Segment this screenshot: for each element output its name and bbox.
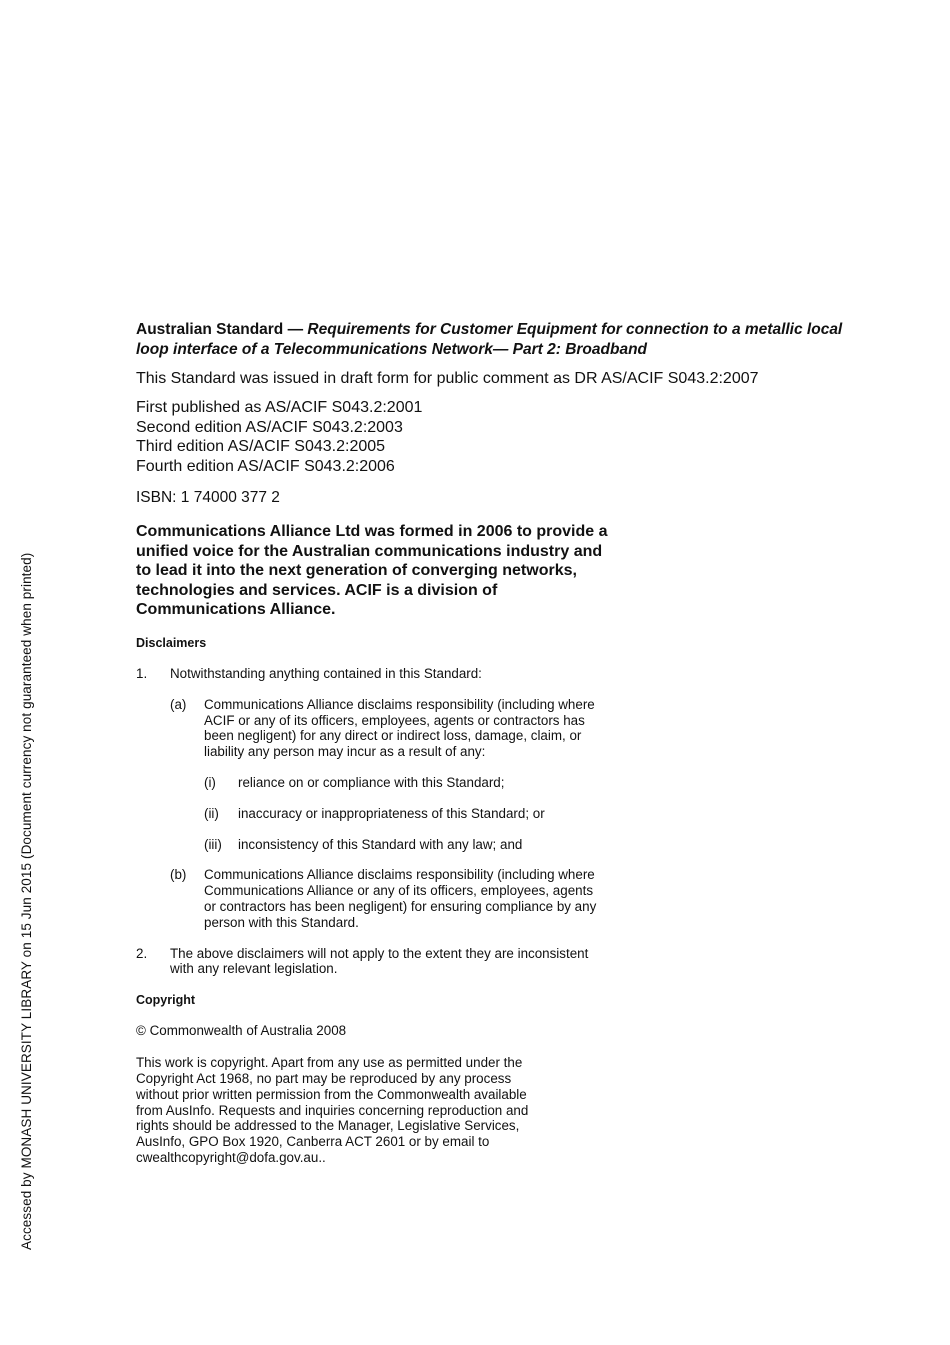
item-number: 1.	[136, 665, 148, 681]
disclaimer-subsubitem	[136, 837, 638, 853]
alliance-statement: Communications Alliance Ltd was formed in 2006 to provide a unified voice for the Australian communications industry and to lead it into the next generation of converging networks, technologies and services. ACIF is a division of Communications Alliance.	[136, 523, 608, 619]
draft-note: This Standard was issued in draft form for public comment as DR AS/ACIF S043.2:2007	[136, 370, 759, 387]
item-number: 2.	[136, 945, 148, 961]
item-number: (iii)	[204, 836, 222, 852]
disclaimer-subitem	[136, 867, 604, 930]
item-text: The above disclaimers will not apply to the extent they are inconsistent with any relevant legislation.	[170, 945, 589, 977]
item-number: (ii)	[204, 805, 219, 821]
access-watermark: Accessed by MONASH UNIVERSITY LIBRARY on 15 Jun 2015 (Document currency not guaranteed when printed)	[19, 552, 34, 1250]
disclaimers-heading: Disclaimers	[136, 635, 207, 650]
disclaimer-subitem	[136, 697, 604, 760]
standard-title-prefix: Australian Standard —	[136, 321, 308, 338]
item-number: (i)	[204, 774, 216, 790]
copyright-notice: © Commonwealth of Australia 2008	[136, 1023, 347, 1039]
item-text: reliance on or compliance with this Standard;	[238, 774, 505, 790]
item-text: Notwithstanding anything contained in this Standard:	[170, 665, 482, 681]
standard-title-italic: Requirements for Customer Equipment for connection to a metallic local loop interface of a Telecommunications Network— Part 2: Broadband	[136, 321, 843, 358]
item-text: Communications Alliance disclaims responsibility (including where Communications Alliance or any of its officers, employees, agents or contractors has been negligent) for ensuring compliance by any person with this Standard.	[204, 867, 597, 930]
document-body	[136, 320, 856, 1166]
edition-line: First published as AS/ACIF S043.2:2001	[136, 399, 423, 416]
disclaimer-item	[136, 666, 590, 682]
disclaimer-subsubitem	[136, 775, 638, 791]
copyright-heading: Copyright	[136, 993, 196, 1008]
standard-title	[136, 320, 856, 360]
item-text: inaccuracy or inappropriateness of this Standard; or	[238, 805, 545, 821]
item-number: (b)	[170, 867, 187, 883]
isbn: ISBN: 1 74000 377 2	[136, 489, 280, 506]
disclaimer-subsubitem	[136, 806, 638, 822]
item-text: inconsistency of this Standard with any law; and	[238, 836, 523, 852]
edition-line: Third edition AS/ACIF S043.2:2005	[136, 438, 386, 455]
edition-history	[136, 398, 856, 476]
item-number: (a)	[170, 696, 187, 712]
disclaimer-item	[136, 946, 590, 978]
item-text: Communications Alliance disclaims responsibility (including where ACIF or any of its officers, employees, agents or contractors has been negligent) for any direct or indirect loss, damage, claim, or liability any person may incur as a result of any:	[204, 696, 595, 760]
edition-line: Fourth edition AS/ACIF S043.2:2006	[136, 457, 395, 475]
edition-line: Second edition AS/ACIF S043.2:2003	[136, 418, 403, 436]
copyright-body: This work is copyright. Apart from any use as permitted under the Copyright Act 1968, no part may be reproduced by any process without prior written permission from the Commonwealth available from AusInfo. Requests and inquiries concerning reproduction and rights should be addressed to the Manager, Legislative Services, AusInfo, GPO Box 1920, Canberra ACT 2601 or by email to cwealthcopyright@dofa.gov.au..	[136, 1055, 529, 1165]
